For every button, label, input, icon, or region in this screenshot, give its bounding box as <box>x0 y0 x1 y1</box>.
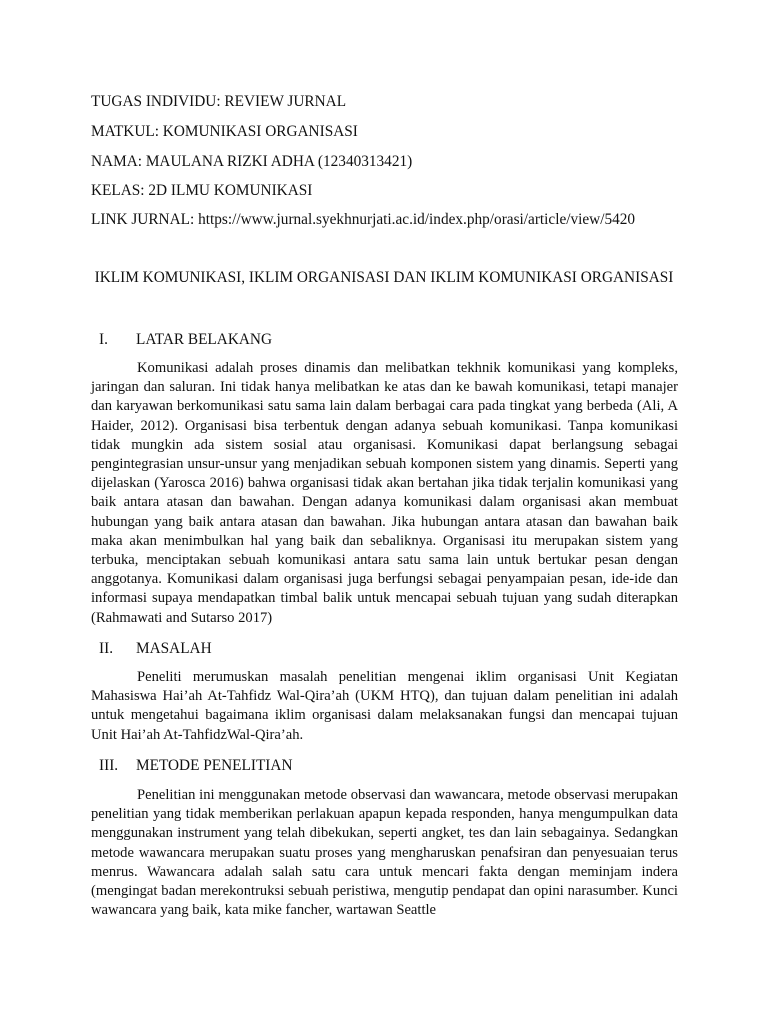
section-number: II. <box>99 640 114 657</box>
section-heading-latar-belakang <box>99 330 272 350</box>
assignment-line: TUGAS INDIVIDU: REVIEW JURNAL <box>91 93 347 110</box>
class-line: KELAS: 2D ILMU KOMUNIKASI <box>91 182 313 199</box>
section-heading-masalah <box>99 639 212 659</box>
section-body-masalah: Peneliti merumuskan masalah penelitian mengenai iklim organisasi Unit Kegiatan Mahasiswa Hai’ah At-Tahfidz Wal-Qira’ah (UKM HTQ), dan tujuan dalam penelitian ini adalah untuk mengetahui bagaimana iklim organisasi dalam melaksanakan fungsi dan mencapai tujuan Unit Hai’ah At-TahfidzWal-Qira’ah. <box>91 669 678 743</box>
journal-link-line: LINK JURNAL: https://www.jurnal.syekhnurjati.ac.id/index.php/orasi/article/view/5420 <box>91 211 636 228</box>
section-body-latar-belakang: Komunikasi adalah proses dinamis dan melibatkan tekhnik komunikasi yang kompleks, jaringan dan saluran. Ini tidak hanya melibatkan ke atas dan ke bawah komunikasi, tetapi manajer dan karyawan berkomunikasi satu sama lain dalam berbagai cara pada tingkat yang berbeda (Ali, A Haider, 2012). Organisasi bisa terbentuk dengan adanya sebuah komunikasi. Tanpa komunikasi tidak mungkin ada sistem sosial atau organisasi. Komunikasi dapat berlangsung sebagai pengintegrasian unsur-unsur yang menjadikan sebuah komponen sistem yang dinamis. Seperti yang dijelaskan (Yarosca 2016) bahwa organisasi tidak akan bertahan jika tidak terjalin komunikasi yang baik antara atasan dan bawahan. Dengan adanya komunikasi dalam organisasi akan membuat hubungan yang baik antara atasan dan bawahan. Jika hubungan antara atasan dan bawahan baik maka akan menimbulkan hal yang baik dan sebaliknya. Organisasi itu merupakan sistem yang terbuka, menciptakan sebuah komunikasi antara satu sama lain untuk bertukar pesan dengan anggotanya. Komunikasi dalam organisasi juga berfungsi sebagai penyampaian pesan, ide-ide dan informasi supaya mendapatkan timbal balik untuk mencapai sebuah tujuan yang sudah diterapkan (Rahmawati and Sutarso 2017) <box>91 360 678 626</box>
section-title: LATAR BELAKANG <box>136 331 273 348</box>
course-line: MATKUL: KOMUNIKASI ORGANISASI <box>91 123 358 140</box>
section-title: METODE PENELITIAN <box>136 757 293 774</box>
section-body-metode-penelitian: Penelitian ini menggunakan metode observasi dan wawancara, metode observasi merupakan penelitian yang tidak memberikan perlakuan apapun kepada responden, hanya mengumpulkan data menggunakan instrument yang telah dibekukan, seperti angket, tes dan lain sebagainya. Sedangkan metode wawancara merupakan suatu proses yang mengharuskan penafsiran dan penyesuaian terus menrus. Wawancara adalah salah satu cara untuk mencari fakta dengan meminjam indera (mengingat badan merekontruksi sebuah peristiwa, mengutip pendapat dan opini narasumber. Kunci wawancara yang baik, kata mike fancher, wartawan Seattle <box>91 787 678 919</box>
section-title: MASALAH <box>136 640 212 657</box>
section-number: III. <box>99 757 119 774</box>
section-heading-metode-penelitian <box>99 756 293 776</box>
document-title: IKLIM KOMUNIKASI, IKLIM ORGANISASI DAN IKLIM KOMUNIKASI ORGANISASI <box>94 269 674 286</box>
name-line: NAMA: MAULANA RIZKI ADHA (12340313421) <box>91 153 413 170</box>
section-number: I. <box>99 331 108 348</box>
